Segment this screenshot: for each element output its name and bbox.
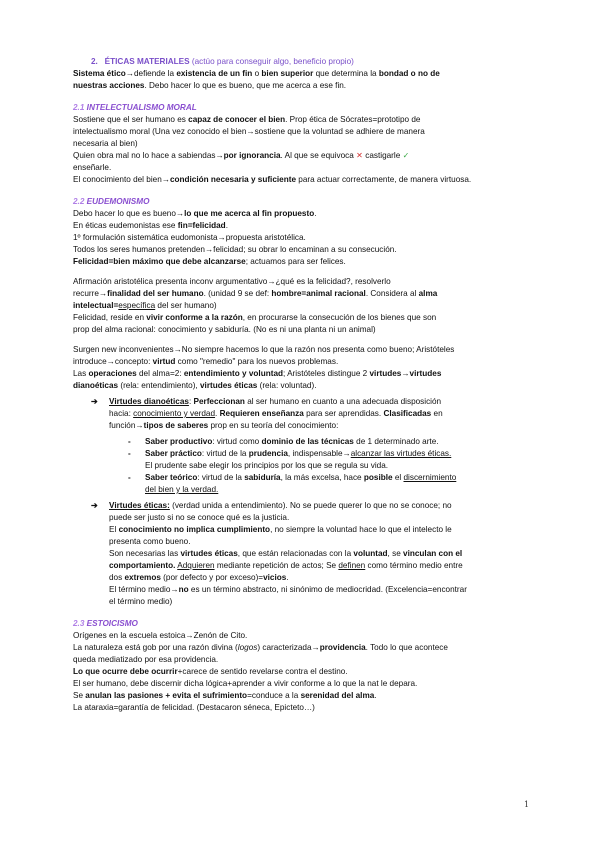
paragraph: hacia: conocimiento y verdad. Requieren enseñanza para ser aprendidas. Clasificadas en (109, 409, 443, 418)
paragraph: prop del alma racional: conocimiento y sabiduría. (No es ni una planta ni un animal) (73, 325, 376, 334)
paragraph: Se anulan las pasiones + evita el sufrimiento=conduce a la serenidad del alma. (73, 691, 377, 700)
section-2-title: ÉTICAS MATERIALES (104, 57, 190, 66)
list-item-virtudes-eticas: ➔ Virtudes éticas: (verdad unida a entendimiento). No se puede querer lo que no se conoce; no (91, 501, 452, 510)
check-icon: ✓ (402, 151, 410, 160)
paragraph: El conocimiento no implica cumplimiento, no siempre la voluntad hace lo que el intelecto le (109, 525, 452, 534)
list-item-virtudes-dianoeticas: ➔ Virtudes dianoéticas: Perfeccionan al ser humano en cuanto a una adecuada disposición (91, 397, 442, 406)
paragraph: Felicidad=bien máximo que debe alcanzarse; actuamos para ser felices. (73, 257, 346, 266)
paragraph: Surgen new inconvenientes→No siempre hacemos lo que la razón nos presenta como bueno; Aristóteles (73, 345, 455, 354)
paragraph: queda mediatizado por esa providencia. (73, 655, 219, 664)
section-2-heading: 2. ÉTICAS MATERIALES (actúo para conseguir algo, beneficio propio) (91, 57, 354, 66)
dash-bullet-icon: - (128, 473, 131, 482)
dash-bullet-icon: - (128, 449, 131, 458)
paragraph: intelectual=específica del ser humano) (73, 301, 217, 310)
list-item-saber-practico: - Saber práctico: virtud de la prudencia, indispensable→alcanzar las virtudes éticas. (128, 449, 452, 458)
paragraph: El prudente sabe elegir los principios por los que se regula su vida. (145, 461, 389, 470)
paragraph: La naturaleza está gob por una razón divina (logos) caracterizada→providencia. Todo lo que acontece (73, 643, 448, 652)
paragraph: Debo hacer lo que es bueno→lo que me acerca al fin propuesto. (73, 209, 317, 218)
paragraph: Son necesarias las virtudes éticas, que están relacionadas con la voluntad, se vinculan con el (109, 549, 463, 558)
paragraph: recurre→finalidad del ser humano. (unidad 9 se def: hombre=animal racional. Considera al alma (73, 289, 438, 298)
paragraph: En éticas eudemonistas ese fin=felicidad. (73, 221, 228, 230)
document-page (73, 56, 533, 714)
section-2-3-heading: 2.3 ESTOICISMO (73, 619, 138, 628)
paragraph: Orígenes en la escuela estoica→Zenón de Cito. (73, 631, 248, 640)
list-item-saber-productivo: - Saber productivo: virtud como dominio de las técnicas de 1 determinado arte. (128, 437, 439, 446)
dash-bullet-icon: - (128, 437, 131, 446)
paragraph: Sostiene que el ser humano es capaz de conocer el bien. Prop ética de Sócrates=prototipo de (73, 115, 421, 124)
paragraph: Afirmación aristotélica presenta inconv argumentativo→¿qué es la felicidad?, resolverlo (73, 277, 391, 286)
paragraph: El término medio→no es un término abstracto, ni sinónimo de mediocridad. (Excelencia=encontrar (109, 585, 467, 594)
paragraph: Las operaciones del alma=2: entendimiento y voluntad; Aristóteles distingue 2 virtudes→virtudes (73, 369, 442, 378)
section-2-1-heading: 2.1 INTELECTUALISMO MORAL (73, 103, 197, 112)
page-number: 1 (524, 800, 530, 809)
paragraph: nuestras acciones. Debo hacer lo que es bueno, que me acerca a ese fin. (73, 81, 347, 90)
paragraph: dos extremos (por defecto y por exceso)=vicios. (109, 573, 289, 582)
paragraph: enseñarle. (73, 163, 112, 172)
arrow-bullet-icon: ➔ (91, 397, 98, 406)
cross-icon: ✕ (356, 151, 363, 160)
paragraph: El conocimiento del bien→condición necesaria y suficiente para actuar correctamente, de manera virtuosa. (73, 175, 472, 184)
paragraph: función→tipos de saberes prop en su teoría del conocimiento: (109, 421, 339, 430)
paragraph: La ataraxia=garantía de felicidad. (Destacaron séneca, Epicteto…) (73, 703, 315, 712)
paragraph: Lo que ocurre debe ocurrir+carece de sentido revelarse contra el destino. (73, 667, 348, 676)
paragraph: 1º formulación sistemática eudomonista→propuesta aristotélica. (73, 233, 306, 242)
paragraph: Todos los seres humanos pretenden→felicidad; su obrar lo encaminan a su consecución. (73, 245, 397, 254)
arrow-bullet-icon: ➔ (91, 501, 98, 510)
paragraph: comportamiento. Adquieren mediante repetición de actos; Se definen como término medio entre (109, 561, 463, 570)
list-item-saber-teorico: - Saber teórico: virtud de la sabiduría, la más excelsa, hace posible el discernimiento (128, 473, 457, 482)
paragraph: presenta como bueno. (109, 537, 191, 546)
paragraph: del bien y la verdad. (145, 485, 219, 494)
paragraph: El ser humano, debe discernir dicha lógica+aprender a vivir conforme a lo que la nat le depara. (73, 679, 418, 688)
paragraph: Felicidad, reside en vivir conforme a la razón, en procurarse la consecución de los bienes que son (73, 313, 437, 322)
paragraph: Quien obra mal no lo hace a sabiendas→por ignorancia. Al que se equivoca ✕ castigarle ✓ (73, 151, 410, 160)
paragraph: el término medio) (109, 597, 173, 606)
paragraph: puede ser justo si no se conoce qué es la justicia. (109, 513, 290, 522)
paragraph: introduce→concepto: virtud como "remedio" para los nuevos problemas. (73, 357, 339, 366)
paragraph: dianoéticas (rela: entendimiento), virtudes éticas (rela: voluntad). (73, 381, 317, 390)
section-2-2-heading: 2.2 EUDEMONISMO (73, 197, 150, 206)
paragraph: intelectualismo moral (Una vez conocido el bien→sostiene que la voluntad se adhiere de manera (73, 127, 425, 136)
paragraph: necesaria al bien) (73, 139, 138, 148)
paragraph: Sistema ético→defiende la existencia de un fin o bien superior que determina la bondad o no de (73, 69, 440, 78)
